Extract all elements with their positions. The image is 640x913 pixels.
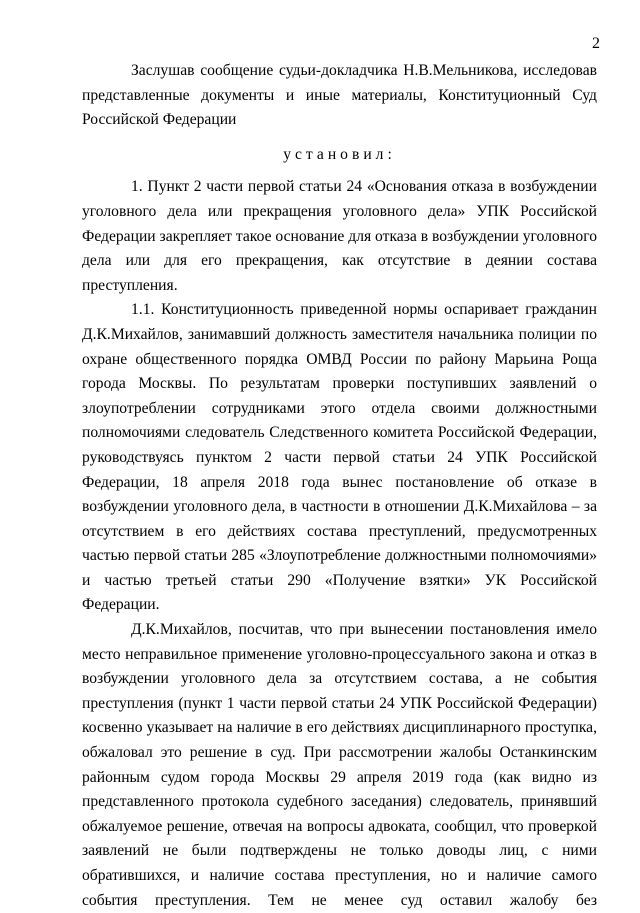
paragraph-appeal: Д.К.Михайлов, посчитав, что при вынесении постановления имело место неправильное применение уголовно-процессуального закона и отказ в возбуждении уголовного дела за отсутствием состава, а не события преступления (пункт 1 части первой статьи 24 УПК Российской Федерации) косвенно указывает на наличие в его действиях дисциплинарного проступка, обжаловал это решение в суд. При рассмотрении жалобы Останкинским районным судом города Москвы 29 апреля 2019 года (как видно из представленного протокола судебного заседания) следователь, принявший обжалуемое решение, отвечая на вопросы адвоката, сообщил, что проверкой заявлений не были подтверждены не только доводы лиц, с ними обратившихся, и наличие состава преступления, но и наличие самого события преступления. Тем не менее суд оставил жалобу без [82,621,597,909]
section-heading: установил: [283,145,396,163]
document-body [82,59,597,913]
paragraph-1-1: 1.1. Конституционность приведенной нормы оспаривает гражданин Д.К.Михайлов, занимавший должность заместителя начальника полиции по охране общественного порядка ОМВД России по району Марьина Роща города Москвы. По результатам проверки поступивших заявлений о злоупотреблении сотрудниками этого отдела своими должностными полномочиями следователь Следственного комитета Российской Федерации, руководствуясь пунктом 2 части первой статьи 24 УПК Российской Федерации, 18 апреля 2018 года вынес постановление об отказе в возбуждении уголовного дела, в частности в отношении Д.К.Михайлова – за отсутствием в его действиях состава преступлений, предусмотренных частью первой статьи 285 «Злоупотребление должностными полномочиями» и частью третьей статьи 290 «Получение взятки» УК Российской Федерации. [82,301,597,614]
page-number: 2 [592,35,600,52]
intro-paragraph: Заслушав сообщение судьи-докладчика Н.В.Мельникова, исследовав представленные документы и иные материалы, Конституционный Суд Российской Федерации [82,62,597,129]
paragraph-1: 1. Пункт 2 части первой статьи 24 «Основания отказа в возбуждении уголовного дела или прекращения уголовного дела» УПК Российской Федерации закрепляет такое основание для отказа в возбуждении уголовного дела или для его прекращения, как отсутствие в деянии состава преступления. [82,178,597,294]
